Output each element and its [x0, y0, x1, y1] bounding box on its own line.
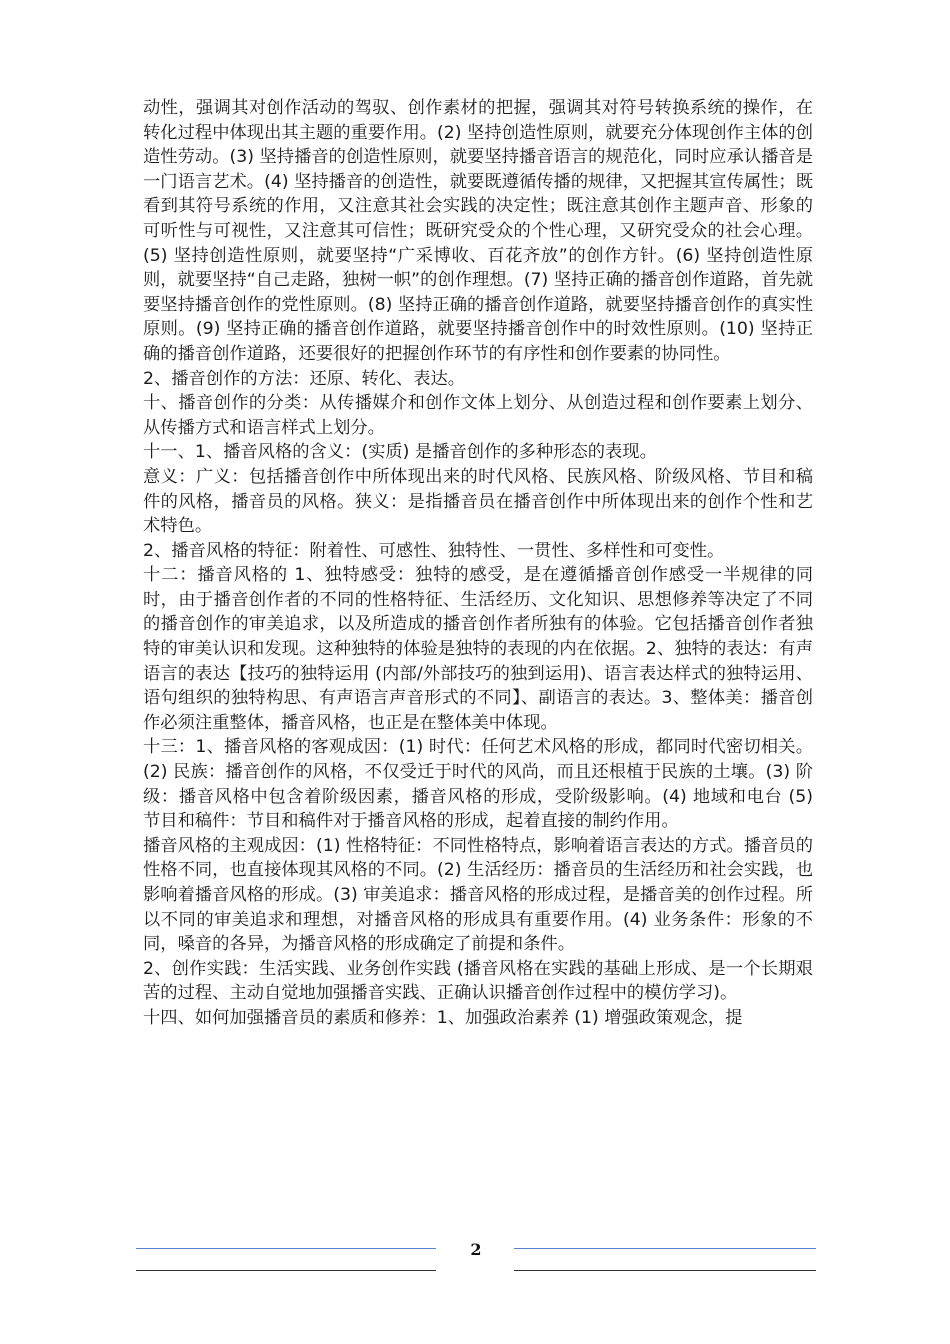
footer-right-top-rule — [514, 1248, 816, 1249]
footer-left-top-rule — [136, 1248, 436, 1249]
paragraph-creative-practice: 2、创作实践：生活实践、业务创作实践 (播音风格在实践的基础上形成、是一个长期艰苦的过程、主动自觉地加强播音实践、正确认识播音创作过程中的模仿学习)。 — [143, 958, 813, 1004]
page-number: 2 — [470, 1240, 482, 1259]
body-text — [143, 96, 813, 1031]
paragraph-style-features: 2、播音风格的特征：附着性、可感性、独特性、一贯性、多样性和可变性。 — [143, 540, 725, 561]
footer-right-bottom-rule — [514, 1270, 816, 1271]
paragraph-style-meaning: 意义：广义：包括播音创作中所体现出来的时代风格、民族风格、阶级风格、节目和稿件的风格，播音员的风格。狭义：是指播音员在播音创作中所体现出来的创作个性和艺术特色。 — [143, 466, 813, 537]
paragraph-section-14: 十四、如何加强播音员的素质和修养：1、加强政治素养 (1) 增强政策观念，提 — [143, 1007, 743, 1028]
paragraph-creation-method: 2、播音创作的方法：还原、转化、表达。 — [143, 368, 466, 389]
paragraph-principles-continued: 动性，强调其对创作活动的驾驭、创作素材的把握，强调其对符号转换系统的操作，在转化过程中体现出其主题的重要作用。(2) 坚持创造性原则，就要充分体现创作主体的创造性劳动。(3) 坚持播音的创造性原则，就要坚持播音语言的规范化，同时应承认播音是一门语言艺术。(4) 坚持播音的创造性，就要既遵循传播的规律，又把握其宣传属性；既看到其符号系统的作用，又注意其社会实践的决定性；既注意其创作主题声音、形象的可听性与可视性，又注意其可信性；既研究受众的个性心理，又研究受众的社会心理。(5) 坚持创造性原则，就要坚持“广采博收、百花齐放”的创作方针。(6) 坚持创造性原则，就要坚持“自己走路，独树一帜”的创作理想。(7) 坚持正确的播音创作道路，首先就要坚持播音创作的党性原则。(8) 坚持正确的播音创作道路，就要坚持播音创作的真实性原则。(9) 坚持正确的播音创作道路，就要坚持播音创作中的时效性原则。(10) 坚持正确的播音创作道路，还要很好的把握创作环节的有序性和创作要素的协同性。 — [143, 98, 814, 364]
page-footer — [136, 1236, 816, 1276]
paragraph-section-11: 十一、1、播音风格的含义：(实质) 是播音创作的多种形态的表现。 — [143, 442, 657, 463]
paragraph-section-10: 十、播音创作的分类：从传播媒介和创作文体上划分、从创造过程和创作要素上划分、从传播方式和语言样式上划分。 — [143, 393, 813, 438]
paragraph-section-12: 十二：播音风格的 1、独特感受：独特的感受，是在遵循播音创作感受一半规律的同时，由于播音创作者的不同的性格特征、生活经历、文化知识、思想修养等决定了不同的播音创作的审美追求，以及所造成的播音创作者所独有的体验。它包括播音创作者独特的审美认识和发现。这种独特的体验是独特的表现的内在依据。2、独特的表达：有声语言的表达【技巧的独特运用 (内部/外部技巧的独到运用)、语言表达样式的独特运用、语句组织的独特构思、有声语言声音形式的不同】、副语言的表达。3、整体美：播音创作必须注重整体，播音风格，也正是在整体美中体现。 — [143, 565, 813, 733]
footer-left-bottom-rule — [136, 1270, 436, 1271]
paragraph-section-13: 十三：1、播音风格的客观成因：(1) 时代：任何艺术风格的形成，都同时代密切相关。(2) 民族：播音创作的风格，不仅受迁于时代的风尚，而且还根植于民族的土壤。(3) 阶级：播音风格中包含着阶级因素，播音风格的形成，受阶级影响。(4) 地域和电台 (5) 节目和稿件：节目和稿件对于播音风格的形成，起着直接的制约作用。 — [143, 737, 813, 832]
paragraph-subjective-causes: 播音风格的主观成因：(1) 性格特征：不同性格特点，影响着语言表达的方式。播音员的性格不同，也直接体现其风格的不同。(2) 生活经历：播音员的生活经历和社会实践，也影响着播音风格的形成。(3) 审美追求：播音风格的形成过程，是播音美的创作过程。所以不同的审美追求和理想，对播音风格的形成具有重要作用。(4) 业务条件：形象的不同，嗓音的各异，为播音风格的形成确定了前提和条件。 — [143, 835, 813, 955]
